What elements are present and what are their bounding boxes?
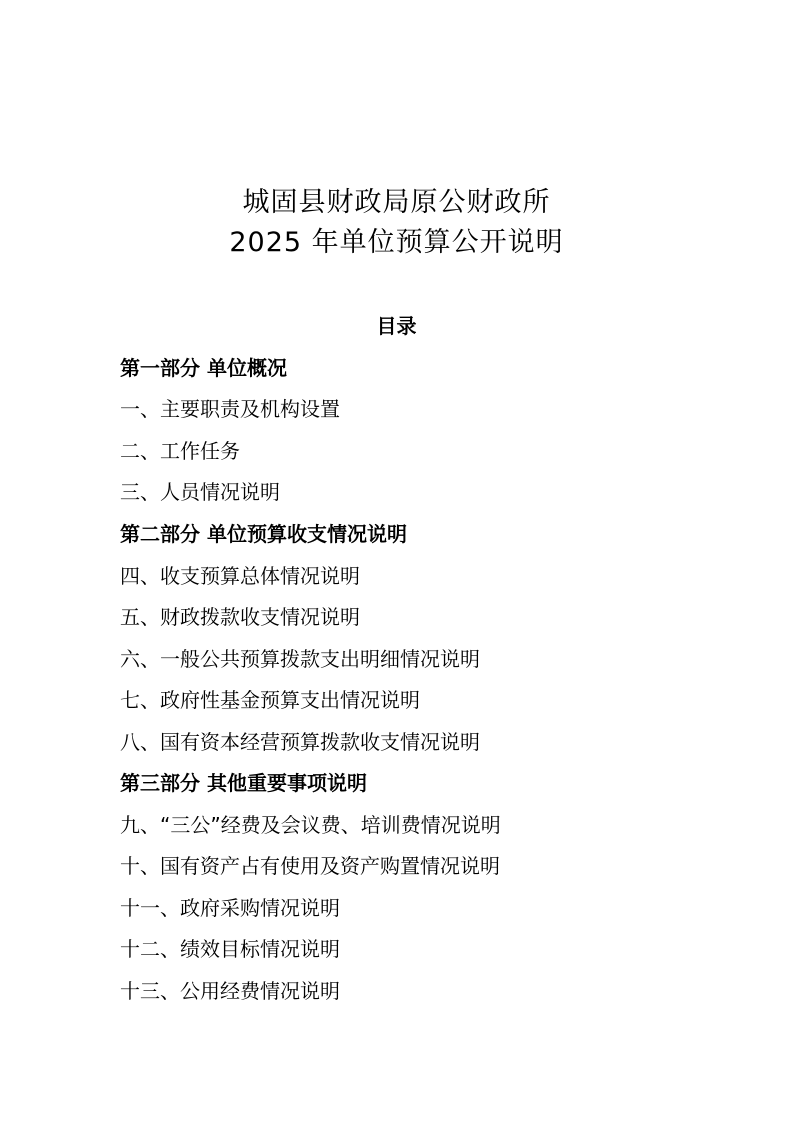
- toc-item-13: 十三、公用经费情况说明: [120, 979, 340, 1003]
- toc-item-8: 八、国有资本经营预算拨款收支情况说明: [120, 730, 480, 754]
- toc-item-6: 六、一般公共预算拨款支出明细情况说明: [120, 647, 480, 671]
- document-title-line-1: 城固县财政局原公财政所: [242, 187, 551, 218]
- toc-item-11: 十一、政府采购情况说明: [120, 896, 340, 920]
- toc-heading: 目录: [376, 314, 417, 338]
- toc-item-9: 九、“三公”经费及会议费、培训费情况说明: [120, 813, 501, 837]
- toc-item-1: 一、主要职责及机构设置: [120, 397, 340, 421]
- toc-item-10: 十、国有资产占有使用及资产购置情况说明: [120, 854, 500, 878]
- document-title-line-2: 2025 年单位预算公开说明: [229, 227, 564, 258]
- toc-item-12: 十二、绩效目标情况说明: [120, 937, 340, 961]
- toc-item-3: 三、人员情况说明: [120, 480, 280, 504]
- toc-item-2: 二、工作任务: [120, 439, 240, 463]
- toc-item-5: 五、财政拨款收支情况说明: [120, 605, 360, 629]
- toc-part-1: 第一部分 单位概况: [120, 356, 287, 380]
- toc-item-7: 七、政府性基金预算支出情况说明: [120, 688, 420, 712]
- toc-part-3: 第三部分 其他重要事项说明: [120, 771, 367, 795]
- toc-item-4: 四、收支预算总体情况说明: [120, 564, 360, 588]
- toc-part-2: 第二部分 单位预算收支情况说明: [120, 522, 407, 546]
